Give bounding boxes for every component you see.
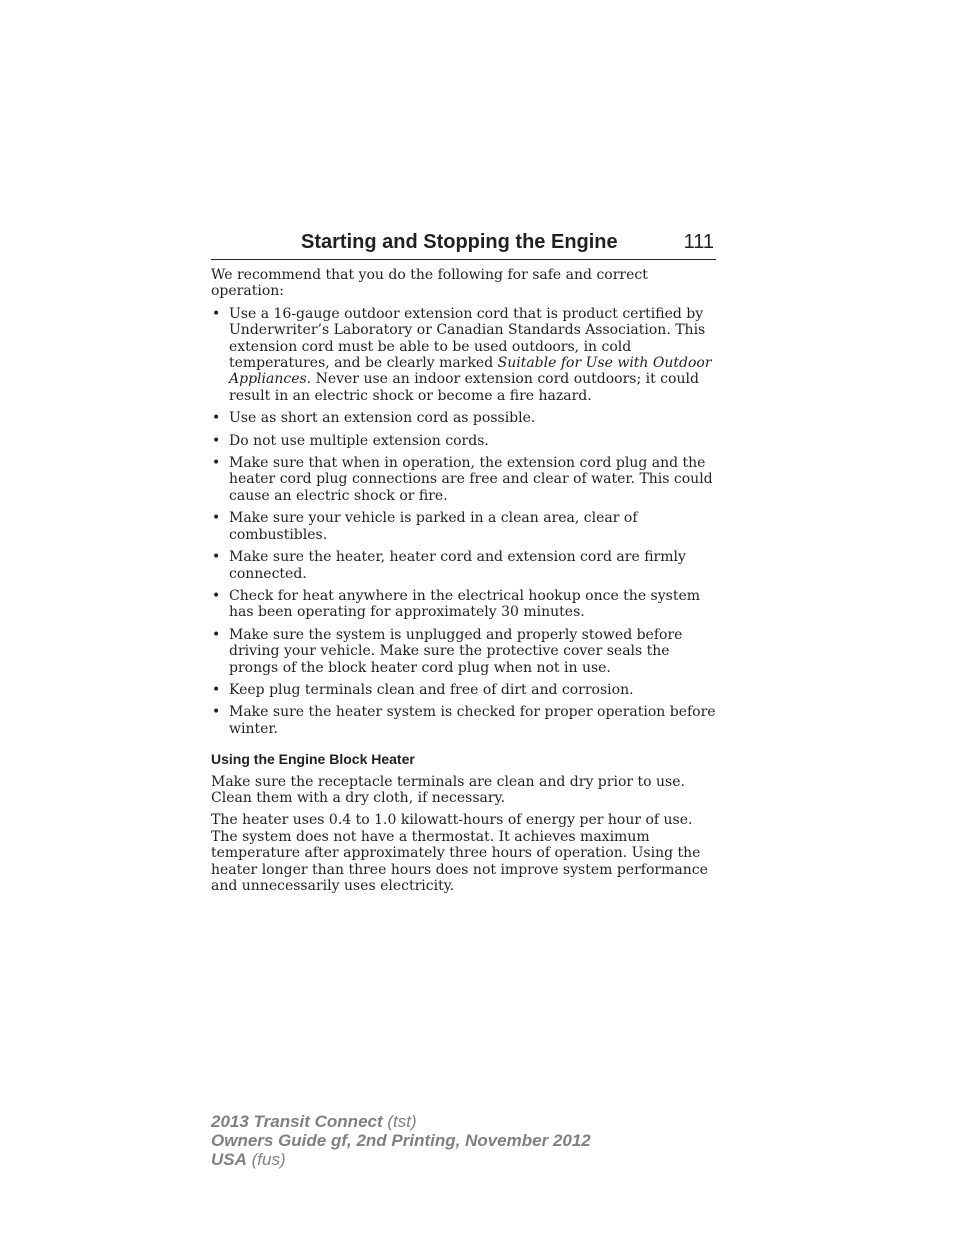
list-item-text: Make sure the heater system is checked for proper operation before winter. [229, 704, 716, 737]
footer-market-line [211, 1150, 591, 1169]
recommendation-list [211, 306, 721, 737]
bullet-icon: • [212, 681, 221, 698]
footer-market-code: (fus) [251, 1150, 286, 1169]
list-item [211, 549, 721, 582]
bullet-icon: • [212, 587, 221, 604]
page-footer [211, 1112, 591, 1169]
page-number: 111 [683, 231, 714, 253]
footer-model-code: (tst) [387, 1112, 417, 1131]
bullet-icon: • [212, 704, 221, 721]
list-item [211, 306, 721, 404]
bullet-icon: • [212, 626, 221, 643]
footer-market: USA [211, 1150, 247, 1169]
intro-paragraph: We recommend that you do the following for safe and correct operation: [211, 267, 648, 300]
list-item-text: . Never use an indoor extension cord outdoors; it could result in an electric shock or become a fire hazard. [229, 371, 699, 404]
list-item-text: Make sure your vehicle is parked in a clean area, clear of combustibles. [229, 510, 638, 543]
list-item [211, 704, 721, 737]
bullet-icon: • [212, 432, 221, 449]
list-item-text: Use as short an extension cord as possible. [229, 410, 536, 427]
list-item-text: Keep plug terminals clean and free of dirt and corrosion. [229, 681, 634, 698]
list-item [211, 588, 721, 621]
section-paragraph: The heater uses 0.4 to 1.0 kilowatt-hours of energy per hour of use. The system does not have a thermostat. It achieves maximum temperature after approximately three hours of operation. Using the heater longer than three hours does not improve system performance and unnecessarily uses electricity. [211, 812, 708, 894]
body-content [211, 267, 721, 900]
list-item [211, 510, 721, 543]
page-title: Starting and Stopping the Engine [301, 231, 618, 253]
list-item [211, 433, 721, 449]
footer-guide: Owners Guide gf, 2nd Printing, November 2012 [211, 1131, 591, 1150]
list-item-text: Check for heat anywhere in the electrical hookup once the system has been operating for approximately 30 minutes. [229, 587, 701, 621]
bullet-icon: • [212, 549, 221, 566]
section-heading: Using the Engine Block Heater [211, 751, 415, 768]
list-item-text: Use a 16-gauge outdoor extension cord that is product certified by Underwriter’s Laboratory or Canadian Standards Association. This extension cord must be able to be used outdoors, in cold temperatures, and be clearly marked [229, 305, 706, 372]
bullet-icon: • [212, 305, 221, 322]
page-header [211, 229, 716, 260]
bullet-icon: • [212, 510, 221, 527]
list-item-text: Make sure the heater, heater cord and extension cord are firmly connected. [229, 549, 686, 582]
section-paragraph: Make sure the receptacle terminals are clean and dry prior to use. Clean them with a dry cloth, if necessary. [211, 773, 685, 806]
list-item [211, 455, 721, 504]
list-item [211, 627, 721, 676]
bullet-icon: • [212, 455, 221, 472]
footer-model: 2013 Transit Connect [211, 1112, 383, 1131]
list-item-text: Make sure that when in operation, the extension cord plug and the heater cord plug connections are free and clear of water. This could cause an electric shock or fire. [229, 455, 713, 504]
list-item [211, 410, 721, 426]
list-item-emphasis: Suitable for Use with Outdoor Appliances [229, 355, 712, 388]
footer-model-line [211, 1112, 591, 1131]
list-item-text: Do not use multiple extension cords. [229, 432, 489, 449]
list-item-text: Make sure the system is unplugged and properly stowed before driving your vehicle. Make sure the protective cover seals the prongs of the block heater cord plug when not in use. [229, 626, 683, 676]
list-item [211, 682, 721, 698]
bullet-icon: • [212, 410, 221, 427]
footer-guide-line [211, 1131, 591, 1150]
